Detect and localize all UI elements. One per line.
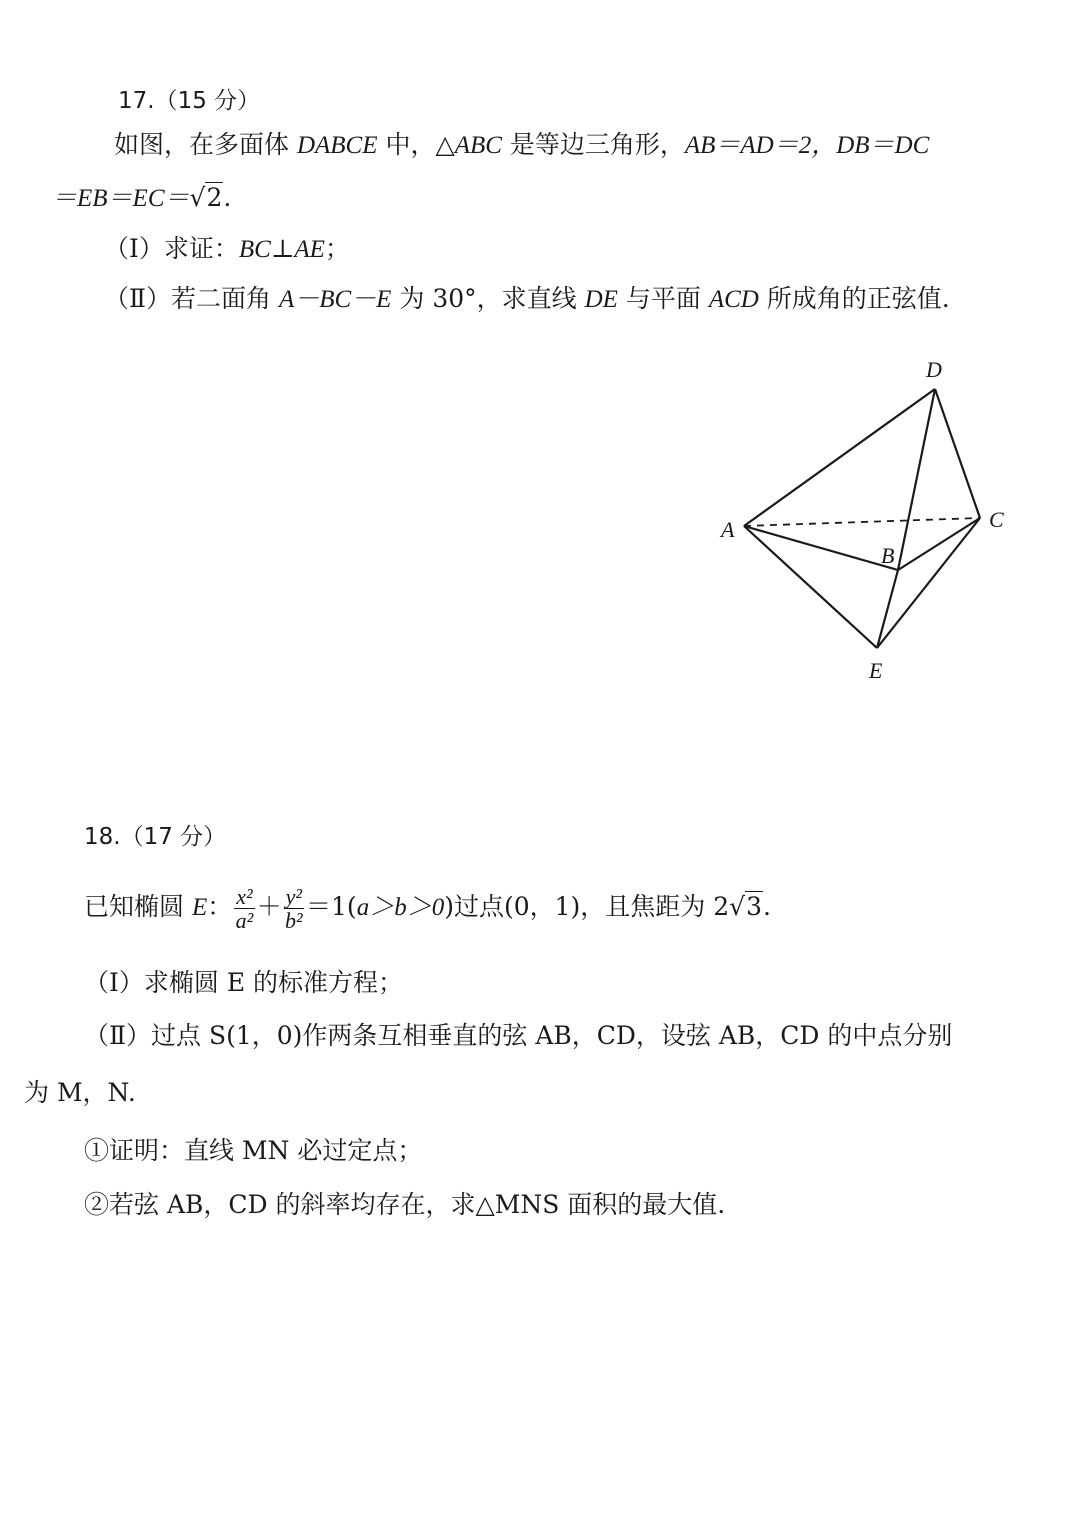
edge-DC [935,389,980,518]
edge-AC-hidden [744,518,980,526]
edge-AB [744,526,898,570]
edge-BC [898,518,980,570]
label-C: C [989,507,1004,532]
q18-part1: （Ⅰ）求椭圆 E 的标准方程； [84,968,404,997]
label-B: B [881,543,895,568]
label-E: E [869,658,883,683]
label-D: D [926,357,942,382]
q17-stem-line2: ＝EB＝EC＝√2. [52,183,232,212]
edge-CE [877,518,980,648]
q17-header: 17.（15 分） [118,88,261,114]
label-A: A [721,517,735,542]
fraction-x-over-a: $\frac{\text{x²}}{\text{a²}}$ [235,884,254,934]
sqrt-sign: √3 [729,892,762,922]
sqrt-sign: √2 [189,183,223,212]
q18-sub2: ②若弦 AB，CD 的斜率均存在，求△MNS 面积的最大值. [84,1190,726,1219]
q18-header: 18.（17 分） [84,824,227,850]
q17-part1: （Ⅰ）求证：BC⊥AE； [104,234,350,263]
q18-stem: 已知椭圆 E： $\frac{\text{x²}}{\text{a²}}$ ＋ $\frac{\text{y²}}{\text{b²}}$ ＝1(a＞b＞0)过点(0，1)，且焦距为 2√3. [84,884,771,934]
edge-BE [877,570,898,648]
q18-part2-line2: 为 M，N. [24,1078,136,1107]
q17-part2: （Ⅱ）若二面角 A－BC－E 为 30°，求直线 DE 与平面 ACD 所成角的正弦值. [104,284,950,313]
edge-AD [744,389,935,526]
edge-DB [898,389,935,570]
fraction-y-over-b: $\frac{\text{y²}}{\text{b²}}$ [285,884,303,934]
edge-AE [744,526,877,648]
q17-stem-line1: 如图，在多面体 DABCE 中，△ABC 是等边三角形，AB＝AD＝2，DB＝DC [114,130,930,159]
q18-part2-line1: （Ⅱ）过点 S(1，0)作两条互相垂直的弦 AB，CD，设弦 AB，CD 的中点分别 [84,1021,953,1050]
q18-sub1: ①证明：直线 MN 必过定点； [84,1136,423,1165]
